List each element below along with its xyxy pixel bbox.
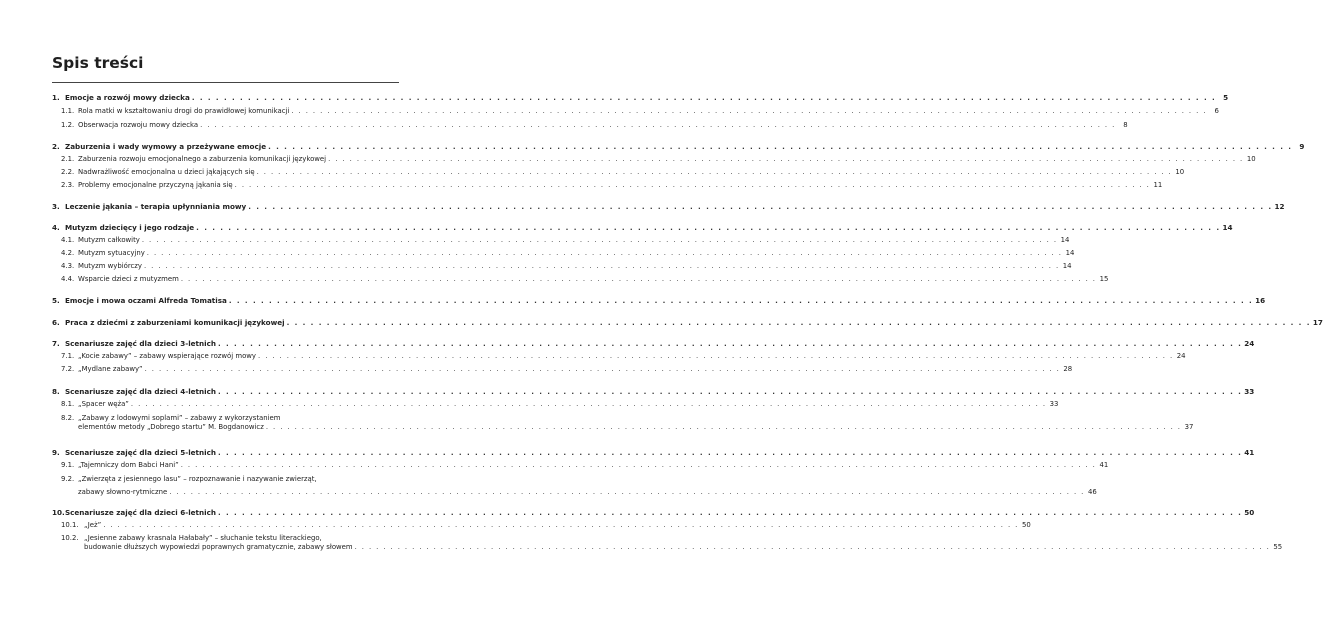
page-number: 14 xyxy=(1062,262,1072,270)
toc-chapter[interactable] xyxy=(52,387,1255,396)
leader-dots xyxy=(266,423,1182,432)
subsection-number: 4.3. xyxy=(61,262,75,270)
leader-dots xyxy=(218,387,1242,396)
page-number: 14 xyxy=(1222,223,1233,232)
chapter-title: Scenariusze zajęć dla dzieci 3-letnich xyxy=(65,339,216,348)
page-number: 14 xyxy=(1065,249,1075,257)
leader-dots xyxy=(192,93,1216,102)
leader-dots xyxy=(103,521,1019,530)
leader-dots xyxy=(169,488,1085,497)
subsection-title: Obserwacja rozwoju mowy dziecka xyxy=(78,121,199,129)
toc-subsection[interactable] xyxy=(52,534,1283,552)
subsection-number: 9.2. xyxy=(61,475,75,483)
subsection-title: „Zwierzęta z jesiennego lasu” – rozpoznawanie i nazywanie zwierząt, xyxy=(78,475,317,483)
leader-dots xyxy=(291,107,1207,116)
chapter-number: 8. xyxy=(52,387,60,396)
subsection-title: „Spacer węża” xyxy=(78,400,129,408)
page-number: 6 xyxy=(1214,107,1219,115)
page-number: 50 xyxy=(1021,521,1031,529)
subsection-title: Rola matki w kształtowaniu drogi do prawidłowej komunikacji xyxy=(78,107,290,115)
toc-subsection[interactable] xyxy=(52,168,1185,177)
leader-dots xyxy=(355,543,1271,552)
page-number: 17 xyxy=(1312,318,1323,327)
title-divider xyxy=(52,82,399,83)
subsection-title-line2: elementów metody „Dobrego startu” M. Bogdanowicz xyxy=(78,423,264,431)
page-title: Spis treści xyxy=(52,54,144,72)
leader-dots xyxy=(131,400,1047,409)
chapter-title: Scenariusze zajęć dla dzieci 6-letnich xyxy=(65,508,216,517)
leader-dots xyxy=(287,318,1311,327)
leader-dots xyxy=(235,181,1151,190)
chapter-title: Scenariusze zajęć dla dzieci 5-letnich xyxy=(65,448,216,457)
chapter-title: Leczenie jąkania – terapia upłynniania mowy xyxy=(65,202,247,211)
page-number: 33 xyxy=(1244,387,1255,396)
toc-chapter[interactable] xyxy=(52,202,1285,211)
leader-dots xyxy=(218,508,1242,517)
leader-dots xyxy=(200,121,1116,130)
toc-chapter[interactable] xyxy=(52,93,1229,102)
subsection-number: 8.1. xyxy=(61,400,75,408)
toc-subsection[interactable] xyxy=(52,461,1109,470)
page-number: 55 xyxy=(1273,543,1283,551)
subsection-title: Mutyzm sytuacyjny xyxy=(78,249,145,257)
page-number: 10 xyxy=(1246,155,1256,163)
chapter-number: 9. xyxy=(52,448,60,457)
toc-chapter[interactable] xyxy=(52,223,1233,232)
toc-subsection[interactable] xyxy=(52,236,1070,245)
chapter-title: Emocje a rozwój mowy dziecka xyxy=(65,93,190,102)
chapter-number: 2. xyxy=(52,142,60,151)
chapter-number: 1. xyxy=(52,93,60,102)
chapter-title: Zaburzenia i wady wymowy a przeżywane emocje xyxy=(65,142,267,151)
toc-subsection[interactable] xyxy=(52,521,1031,530)
page-number: 15 xyxy=(1099,275,1109,283)
toc-subsection[interactable] xyxy=(52,181,1163,190)
page-number: 37 xyxy=(1184,423,1194,431)
leader-dots xyxy=(218,448,1242,457)
subsection-title-line2: zabawy słowno-rytmiczne xyxy=(78,488,168,496)
chapter-title: Scenariusze zajęć dla dzieci 4-letnich xyxy=(65,387,216,396)
subsection-number: 4.4. xyxy=(61,275,75,283)
subsection-title: „Kocie zabawy” – zabawy wspierające rozwój mowy xyxy=(78,352,257,360)
leader-dots xyxy=(218,339,1242,348)
page-number: 28 xyxy=(1063,365,1073,373)
page-number: 24 xyxy=(1244,339,1255,348)
toc-chapter[interactable] xyxy=(52,142,1305,151)
chapter-number: 10. xyxy=(52,508,65,517)
subsection-number: 8.2. xyxy=(61,414,75,422)
subsection-number: 4.1. xyxy=(61,236,75,244)
subsection-number: 10.1. xyxy=(61,521,79,529)
subsection-title: Problemy emocjonalne przyczyną jąkania się xyxy=(78,181,233,189)
subsection-title: Mutyzm całkowity xyxy=(78,236,140,244)
page-number: 10 xyxy=(1175,168,1185,176)
subsection-title: Zaburzenia rozwoju emocjonalnego a zaburzenia komunikacji językowej xyxy=(78,155,327,163)
chapter-number: 7. xyxy=(52,339,60,348)
page-number: 11 xyxy=(1153,181,1163,189)
toc-subsection[interactable] xyxy=(52,121,1128,130)
leader-dots xyxy=(145,365,1061,374)
page-number: 33 xyxy=(1049,400,1059,408)
leader-dots xyxy=(147,249,1063,258)
chapter-number: 6. xyxy=(52,318,60,327)
toc-chapter[interactable] xyxy=(52,296,1266,305)
chapter-number: 3. xyxy=(52,202,60,211)
subsection-title: Wsparcie dzieci z mutyzmem xyxy=(78,275,179,283)
page-number: 41 xyxy=(1244,448,1255,457)
subsection-number: 10.2. xyxy=(61,534,79,542)
toc-chapter[interactable] xyxy=(52,508,1255,517)
chapter-title: Mutyzm dziecięcy i jego rodzaje xyxy=(65,223,195,232)
leader-dots xyxy=(268,142,1292,151)
toc-subsection[interactable] xyxy=(52,352,1186,361)
toc-subsection[interactable] xyxy=(52,107,1219,116)
subsection-title: Nadwrażliwość emocjonalna u dzieci jąkających się xyxy=(78,168,255,176)
leader-dots xyxy=(144,262,1060,271)
subsection-number: 2.1. xyxy=(61,155,75,163)
toc-chapter[interactable] xyxy=(52,318,1323,327)
subsection-number: 1.2. xyxy=(61,121,75,129)
page-number: 5 xyxy=(1223,93,1229,102)
subsection-first-line xyxy=(52,475,399,484)
subsection-number: 4.2. xyxy=(61,249,75,257)
page-number: 46 xyxy=(1087,488,1097,496)
subsection-title: „Jesienne zabawy krasnala Hałabały” – słuchanie tekstu literackiego, xyxy=(84,534,322,542)
leader-dots xyxy=(328,155,1244,164)
chapter-title: Praca z dziećmi z zaburzeniami komunikacji językowej xyxy=(65,318,285,327)
page-number: 41 xyxy=(1099,461,1109,469)
leader-dots xyxy=(181,275,1097,284)
subsection-title: „Mydlane zabawy” xyxy=(78,365,143,373)
page-number: 8 xyxy=(1123,121,1128,129)
subsection-continuation xyxy=(52,423,1194,432)
page-number: 16 xyxy=(1255,296,1266,305)
subsection-title: „Tajemniczy dom Babci Hani” xyxy=(78,461,179,469)
toc-subsection[interactable] xyxy=(52,262,1072,271)
leader-dots xyxy=(258,352,1174,361)
subsection-number: 7.1. xyxy=(61,352,75,360)
leader-dots xyxy=(196,223,1220,232)
toc-subsection[interactable] xyxy=(52,414,1194,432)
page-number: 9 xyxy=(1299,142,1305,151)
chapter-title: Emocje i mowa oczami Alfreda Tomatisa xyxy=(65,296,227,305)
chapter-number: 5. xyxy=(52,296,60,305)
subsection-title: „Jeż” xyxy=(84,521,102,529)
toc-chapter[interactable] xyxy=(52,339,1255,348)
toc-chapter[interactable] xyxy=(52,448,1255,457)
page-number: 24 xyxy=(1176,352,1186,360)
leader-dots xyxy=(181,461,1097,470)
toc-subsection[interactable] xyxy=(52,365,1073,374)
subsection-number: 2.2. xyxy=(61,168,75,176)
page-number: 50 xyxy=(1244,508,1255,517)
subsection-title: „Zabawy z lodowymi soplami” – zabawy z wykorzystaniem xyxy=(78,414,281,422)
subsection-continuation xyxy=(52,543,1283,552)
subsection-first-line xyxy=(52,414,399,423)
subsection-continuation xyxy=(52,488,1097,497)
subsection-number: 2.3. xyxy=(61,181,75,189)
leader-dots xyxy=(229,296,1253,305)
subsection-first-line xyxy=(52,534,399,543)
subsection-title: Mutyzm wybiórczy xyxy=(78,262,142,270)
leader-dots xyxy=(142,236,1058,245)
toc-subsection[interactable] xyxy=(52,400,1059,409)
leader-dots xyxy=(248,202,1272,211)
chapter-number: 4. xyxy=(52,223,60,232)
subsection-title-line2: budowanie dłuższych wypowiedzi poprawnych gramatycznie, zabawy słowem xyxy=(84,543,353,551)
toc-subsection[interactable] xyxy=(52,475,1097,497)
toc-subsection[interactable] xyxy=(52,275,1109,284)
subsection-number: 9.1. xyxy=(61,461,75,469)
toc-subsection[interactable] xyxy=(52,155,1256,164)
subsection-number: 1.1. xyxy=(61,107,75,115)
subsection-number: 7.2. xyxy=(61,365,75,373)
leader-dots xyxy=(257,168,1173,177)
page-number: 12 xyxy=(1274,202,1285,211)
page-number: 14 xyxy=(1060,236,1070,244)
toc-subsection[interactable] xyxy=(52,249,1075,258)
